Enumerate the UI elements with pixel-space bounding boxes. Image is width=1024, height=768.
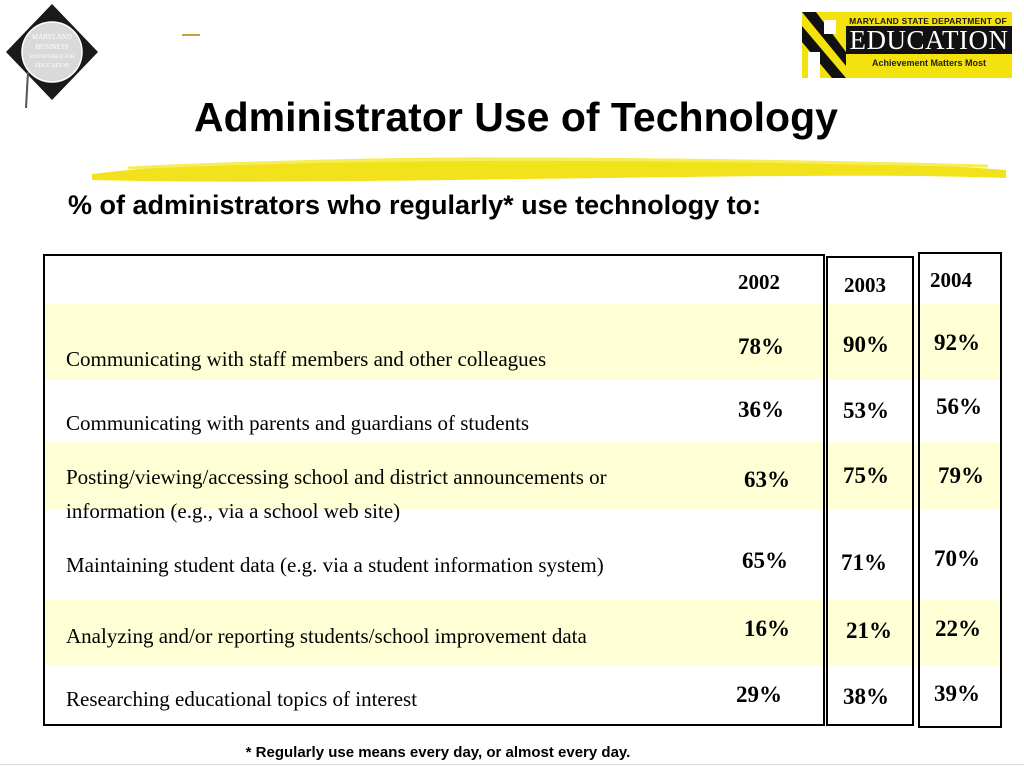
value-cell: 92% <box>934 330 980 355</box>
value-cell: 22% <box>935 616 981 641</box>
year-header-2003: 2003 <box>844 273 886 297</box>
logo-text-3: ROUNDTABLE FOR <box>29 55 75 60</box>
table-frame-2004 <box>918 252 1002 728</box>
value-cell: 63% <box>744 467 790 492</box>
value-cell: 36% <box>738 397 784 422</box>
value-cell: 56% <box>936 394 982 419</box>
msde-education-text: EDUCATION <box>846 26 1012 54</box>
value-cell: 16% <box>744 616 790 641</box>
row-label: Researching educational topics of interest <box>66 687 418 711</box>
msde-logo <box>802 12 1012 78</box>
value-cell: 38% <box>843 684 889 709</box>
year-header-2004: 2004 <box>930 268 972 292</box>
value-cell: 90% <box>843 332 889 357</box>
msde-header-text: MARYLAND STATE DEPARTMENT OF <box>849 16 1007 26</box>
value-cell: 39% <box>934 681 980 706</box>
logo-text-1: MARYLAND <box>31 33 73 41</box>
value-cell: 65% <box>742 548 788 573</box>
slide-subtitle: % of administrators who regularly* use technology to: <box>68 190 762 220</box>
value-cell: 71% <box>841 550 887 575</box>
value-cell: 79% <box>938 463 984 488</box>
value-cell: 29% <box>736 682 782 707</box>
decorative-dash <box>182 34 200 36</box>
maryland-flag-icon <box>802 12 846 78</box>
row-label: Analyzing and/or reporting students/school improvement data <box>66 624 587 648</box>
highlighter-stroke <box>88 150 1010 186</box>
slide-title: Administrator Use of Technology <box>194 94 838 140</box>
row-label: information (e.g., via a school web site) <box>66 499 401 523</box>
row-label: Maintaining student data (e.g. via a student information system) <box>66 553 604 577</box>
msde-tagline: Achievement Matters Most <box>871 58 987 68</box>
value-cell: 21% <box>846 618 892 643</box>
row-label: Communicating with staff members and other colleagues <box>66 347 547 371</box>
bottom-divider <box>0 764 1024 765</box>
row-label: Communicating with parents and guardians of students <box>66 411 530 435</box>
footnote: * Regularly use means every day, or almost every day. <box>245 744 631 761</box>
logo-text-2: BUSINESS <box>35 43 69 51</box>
table-frame-2003 <box>826 256 914 726</box>
value-cell: 53% <box>843 398 889 423</box>
year-header-2002: 2002 <box>738 270 780 294</box>
value-cell: 78% <box>738 334 784 359</box>
logo-text-4: EDUCATION <box>34 63 70 69</box>
value-cell: 70% <box>934 546 980 571</box>
row-label: Posting/viewing/accessing school and district announcements or <box>66 465 607 489</box>
value-cell: 75% <box>843 463 889 488</box>
